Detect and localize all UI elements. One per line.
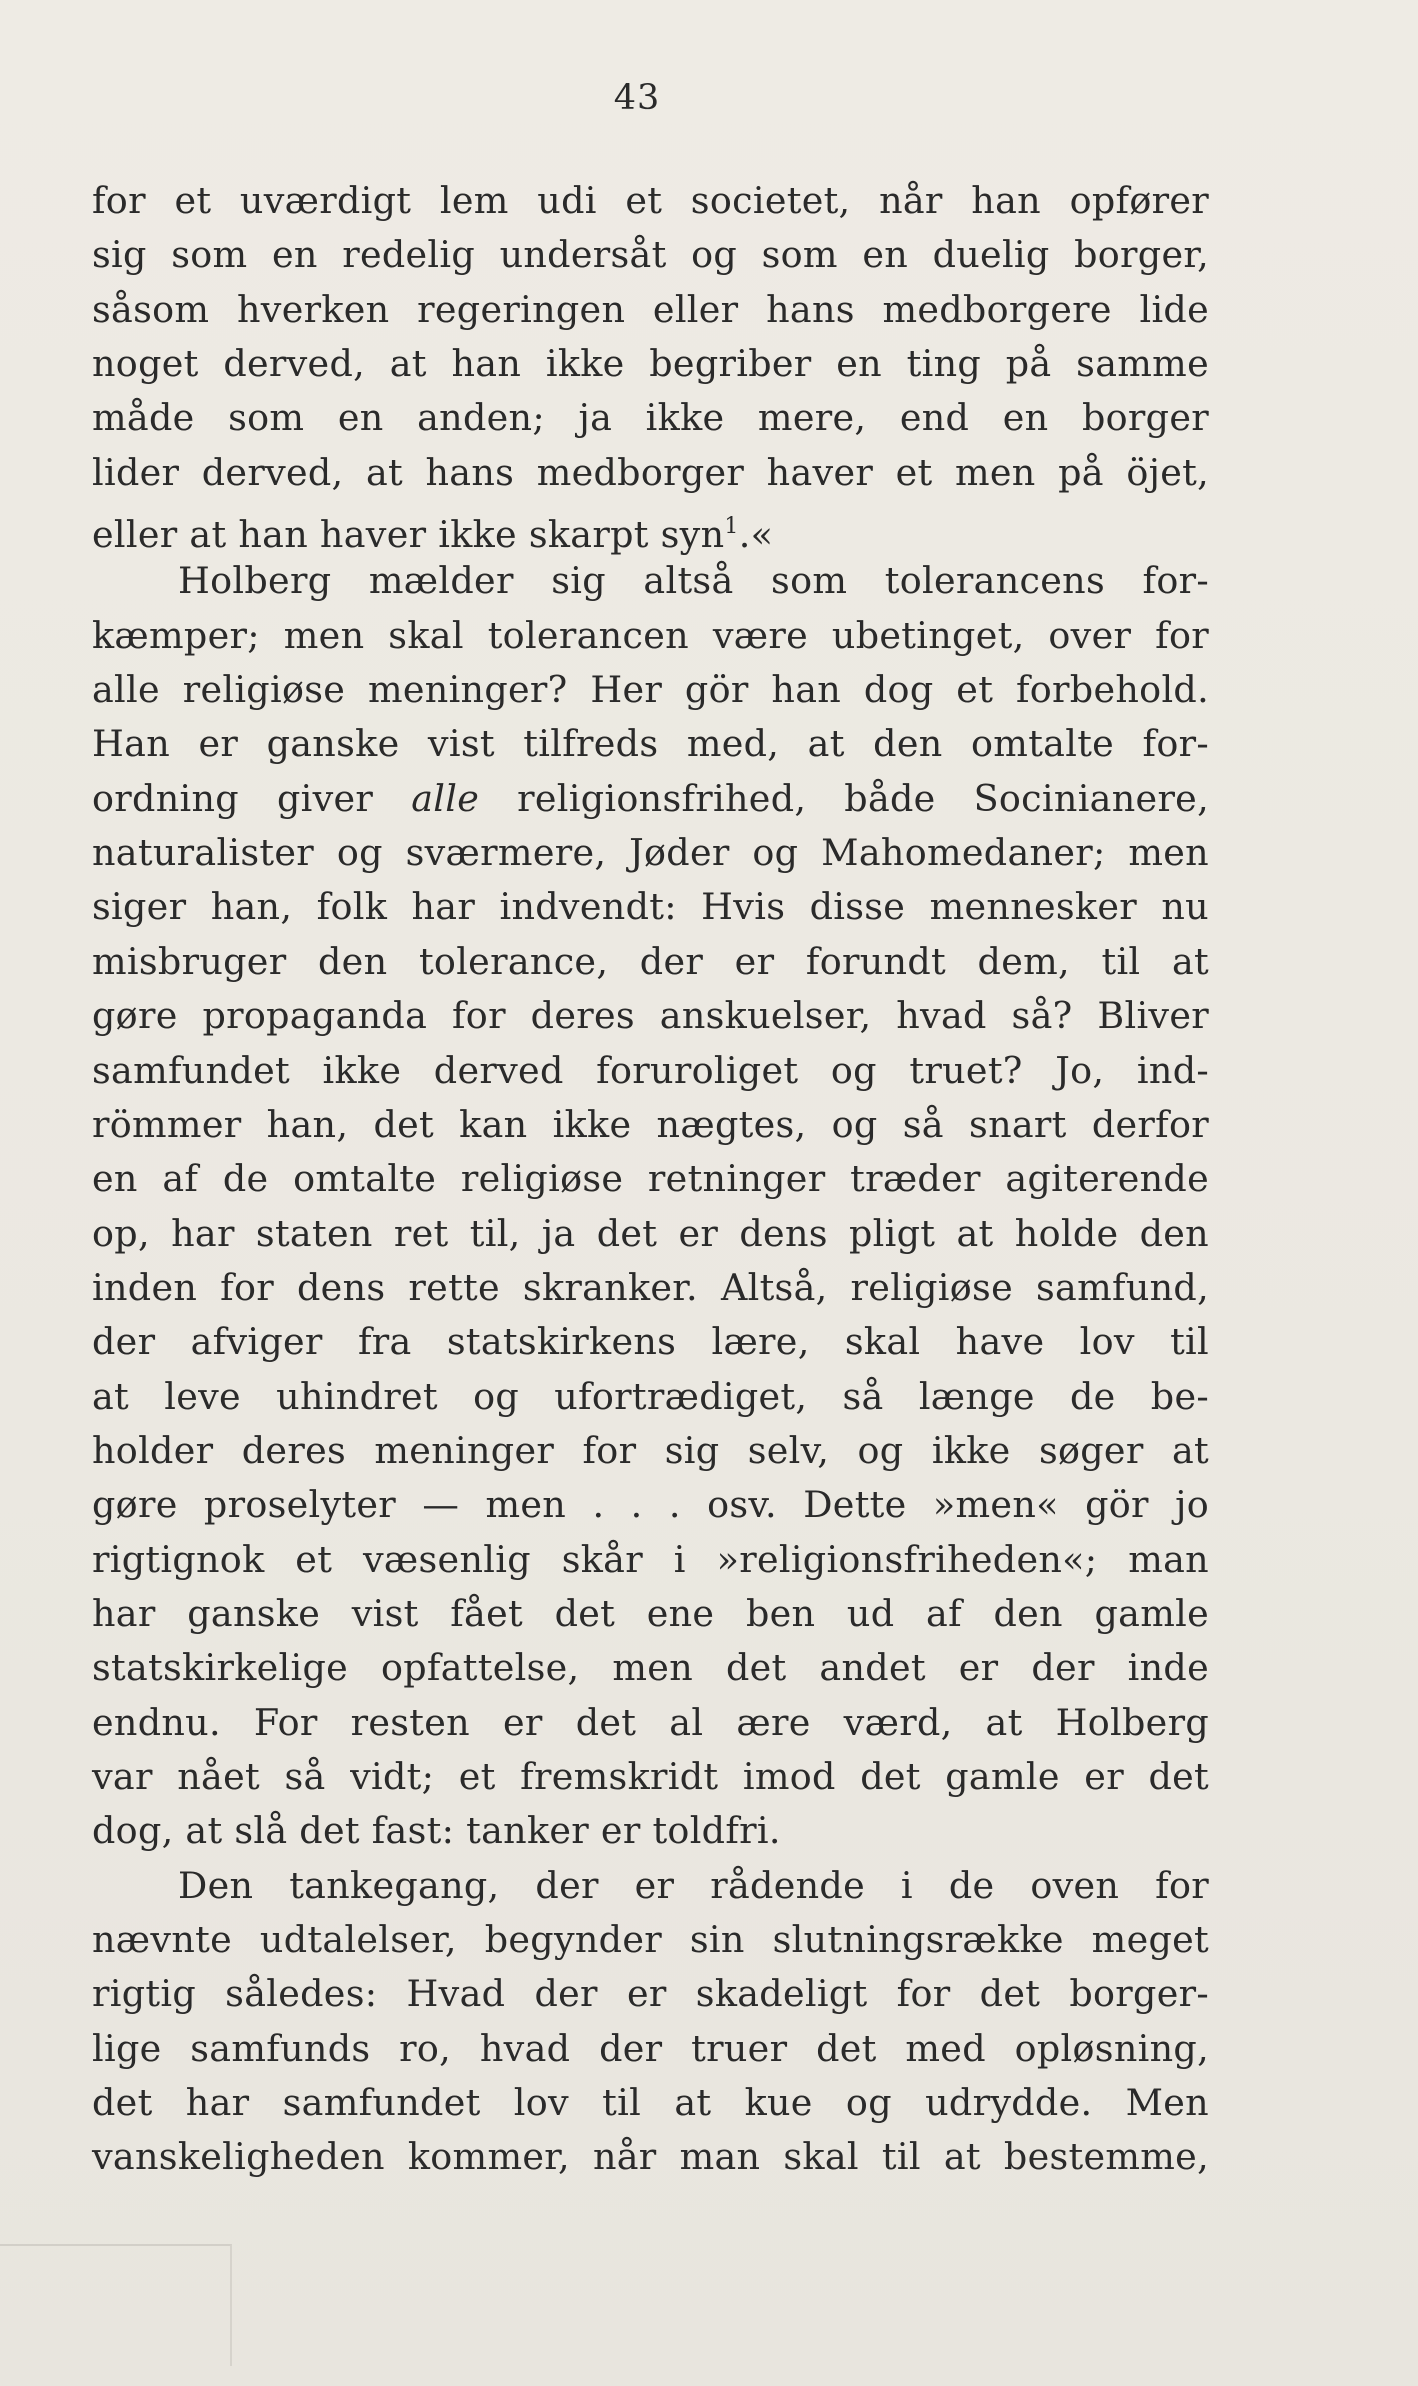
text-line: måde som en anden; ja ikke mere, end en borger — [92, 396, 1209, 440]
text-line: sig som en redelig undersåt og som en duelig borger, — [92, 233, 1209, 277]
text-line: noget derved, at han ikke begriber en ting på samme — [92, 342, 1209, 386]
text-line — [92, 500, 1209, 557]
text-line: dog, at slå det fast: tanker er toldfri. — [92, 1809, 781, 1853]
text-line — [92, 772, 1209, 826]
text-line: Han er ganske vist tilfreds med, at den omtalte for- — [92, 722, 1209, 766]
text-line: misbruger den tolerance, der er forundt dem, til at — [92, 939, 1209, 983]
text-line: inden for dens rette skranker. Altså, religiøse samfund, — [92, 1265, 1209, 1309]
paragraph-start-line: Holberg mælder sig altså som tolerancens for- — [178, 559, 1209, 603]
text-line: der afviger fra statskirkens lære, skal have lov til — [92, 1320, 1209, 1364]
text-line: nævnte udtalelser, begynder sin slutningsrække meget — [92, 1918, 1209, 1961]
text-line: rigtignok et væsenlig skår i »religionsfriheden«; man — [92, 1537, 1209, 1581]
paragraph-start-line: Den tankegang, der er rådende i de oven for — [178, 1863, 1209, 1907]
page-edge-mark — [0, 2244, 232, 2366]
text-line: römmer han, det kan ikke nægtes, og så snart derfor — [92, 1102, 1209, 1146]
text-line: vanskeligheden kommer, når man skal til at bestemme, — [92, 2135, 1209, 2179]
text-line: det har samfundet lov til at kue og udrydde. Men — [92, 2081, 1209, 2125]
text-line: kæmper; men skal tolerancen være ubetinget, over for — [92, 613, 1209, 657]
footnote-ref[interactable]: 1 — [724, 514, 739, 540]
text-line: såsom hverken regeringen eller hans medborgere lide — [92, 287, 1209, 331]
emphasis-word: alle — [411, 776, 480, 820]
text-line: holder deres meninger for sig selv, og ikke søger at — [92, 1428, 1209, 1472]
text-line: har ganske vist fået det ene ben ud af den gamle — [92, 1591, 1209, 1635]
text-line: for et uværdigt lem udi et societet, når han opfører — [92, 179, 1209, 222]
text-line: op, har staten ret til, ja det er dens pligt at holde den — [92, 1211, 1209, 1255]
text-line: endnu. For resten er det al ære værd, at Holberg — [92, 1700, 1209, 1744]
text-line: siger han, folk har indvendt: Hvis disse mennesker nu — [92, 885, 1209, 929]
text-line: naturalister og sværmere, Jøder og Mahomedaner; men — [92, 831, 1209, 875]
text-line: samfundet ikke derved foruroliget og truet? Jo, ind- — [92, 1048, 1209, 1092]
text-line: var nået så vidt; et fremskridt imod det gamle er det — [92, 1754, 1209, 1798]
text-line: statskirkelige opfattelse, men det andet er der inde — [92, 1646, 1209, 1690]
text-line: en af de omtalte religiøse retninger træder agiterende — [92, 1157, 1209, 1201]
text-line: gøre propaganda for deres anskuelser, hvad så? Bliver — [92, 994, 1209, 1038]
text-fragment: ordning giver — [92, 776, 374, 820]
text-line: at leve uhindret og ufortrædiget, så længe de be- — [92, 1374, 1209, 1418]
closing-quote: .« — [738, 513, 774, 557]
text-line: lige samfunds ro, hvad der truer det med opløsning, — [92, 2026, 1209, 2070]
text-line: lider derved, at hans medborger haver et men på öjet, — [92, 450, 1209, 494]
text-line: alle religiøse meninger? Her gör han dog et forbehold. — [92, 668, 1209, 712]
text-line: gøre proselyter — men . . . osv. Dette »men« gör jo — [92, 1483, 1209, 1527]
text-line: rigtig således: Hvad der er skadeligt for det borger- — [92, 1972, 1209, 2016]
text-fragment: religionsfrihed, både Socinianere, — [517, 776, 1209, 820]
body-text — [92, 174, 1209, 2185]
text-fragment: eller at han haver ikke skarpt syn — [92, 513, 725, 557]
page-number: 43 — [613, 78, 661, 118]
